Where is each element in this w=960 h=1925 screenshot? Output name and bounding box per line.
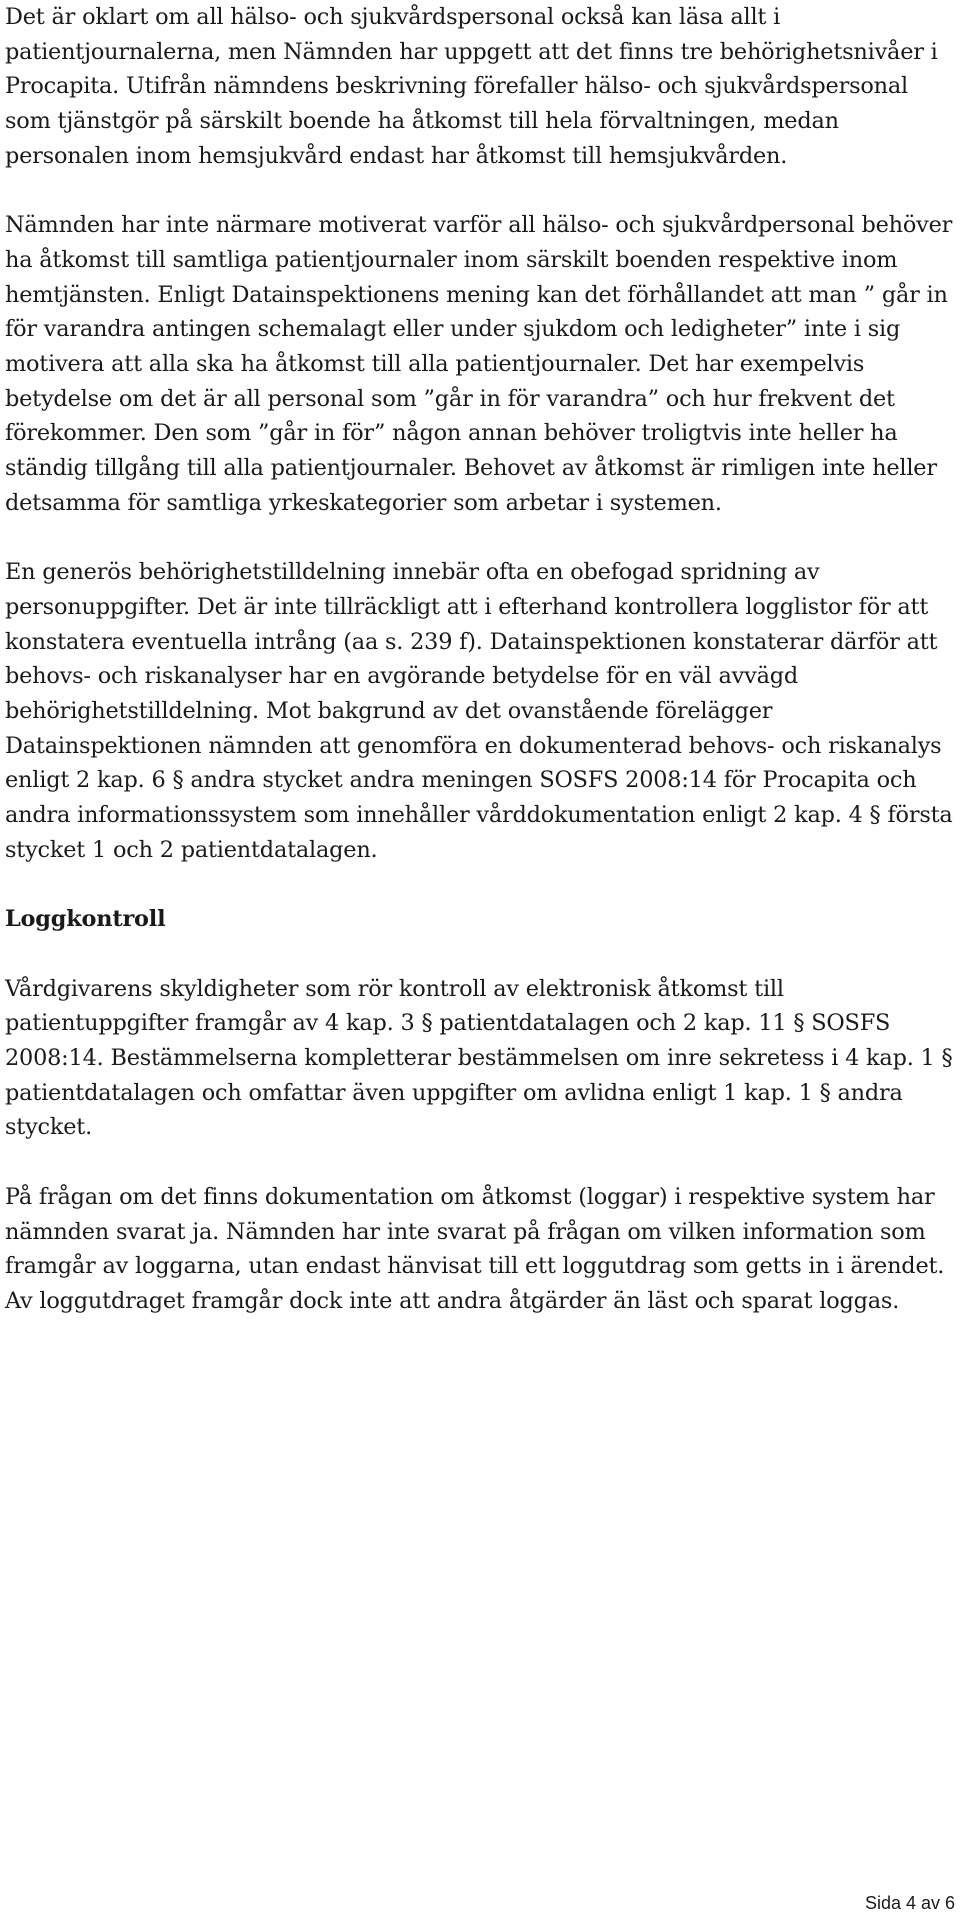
paragraph-obligations: Vårdgivarens skyldigheter som rör kontroll av elektronisk åtkomst till patientuppgifter framgår av 4 kap. 3 § patientdatalagen och 2 kap. 11 § SOSFS 2008:14. Bestämmelserna kompletterar bestämmelsen om inre sekretess i 4 kap. 1 § patientdatalagen och omfattar även uppgifter om avlidna enligt 1 kap. 1 § andra stycket. [5, 975, 953, 1141]
paragraph-access-levels: Det är oklart om all hälso- och sjukvårdspersonal också kan läsa allt i patientjournalerna, men Nämnden har uppgett att det finns tre behörighetsnivåer i Procapita. Utifrån nämndens beskrivning förefaller hälso- och sjukvårdspersonal som tjänstgör på särskilt boende ha åtkomst till hela förvaltningen, medan personalen inom hemsjukvård endast har åtkomst till hemsjukvården. [5, 4, 938, 169]
paragraph-risk-analysis: En generös behörighetstilldelning innebär ofta en obefogad spridning av personuppgifter. Det är inte tillräckligt att i efterhand kontrollera logglistor för att konstatera eventuella intrång (aa s. 239 f). Datainspektionen konstaterar därför att behovs- och riskanalyser har en avgörande betydelse för en väl avvägd behörighetstilldelning. Mot bakgrund av det ovanstående förelägger Datainspektionen nämnden att genomföra en dokumenterad behovs- och riskanalys enligt 2 kap. 6 § andra stycket andra meningen SOSFS 2008:14 för Procapita och andra informationssystem som innehåller vårddokumentation enligt 2 kap. 4 § första stycket 1 och 2 patientdatalagen. [5, 559, 953, 863]
page-number: Sida 4 av 6 [864, 1893, 955, 1913]
document-body [5, 0, 957, 1319]
paragraph-logs: På frågan om det finns dokumentation om åtkomst (loggar) i respektive system har nämnden svarat ja. Nämnden har inte svarat på frågan om vilken information som framgår av loggarna, utan endast hänvisat till ett loggutdrag som getts in i ärendet. Av loggutdraget framgår dock inte att andra åtgärder än läst och sparat loggas. [5, 1183, 945, 1314]
section-heading-loggkontroll: Loggkontroll [5, 906, 166, 933]
paragraph-motivation: Nämnden har inte närmare motiverat varför all hälso- och sjukvårdpersonal behöver ha åtkomst till samtliga patientjournaler inom särskilt boenden respektive inom hemtjänsten. Enligt Datainspektionens mening kan det förhållandet att man ” går in för varandra antingen schemalagt eller under sjukdom och ledigheter” inte i sig motivera att alla ska ha åtkomst till alla patientjournaler. Det har exempelvis betydelse om det är all personal som ”går in för varandra” och hur frekvent det förekommer. Den som ”går in för” någon annan behöver troligtvis inte heller ha ständig tillgång till alla patientjournaler. Behovet av åtkomst är rimligen inte heller detsamma för samtliga yrkeskategorier som arbetar i systemen. [5, 212, 953, 516]
